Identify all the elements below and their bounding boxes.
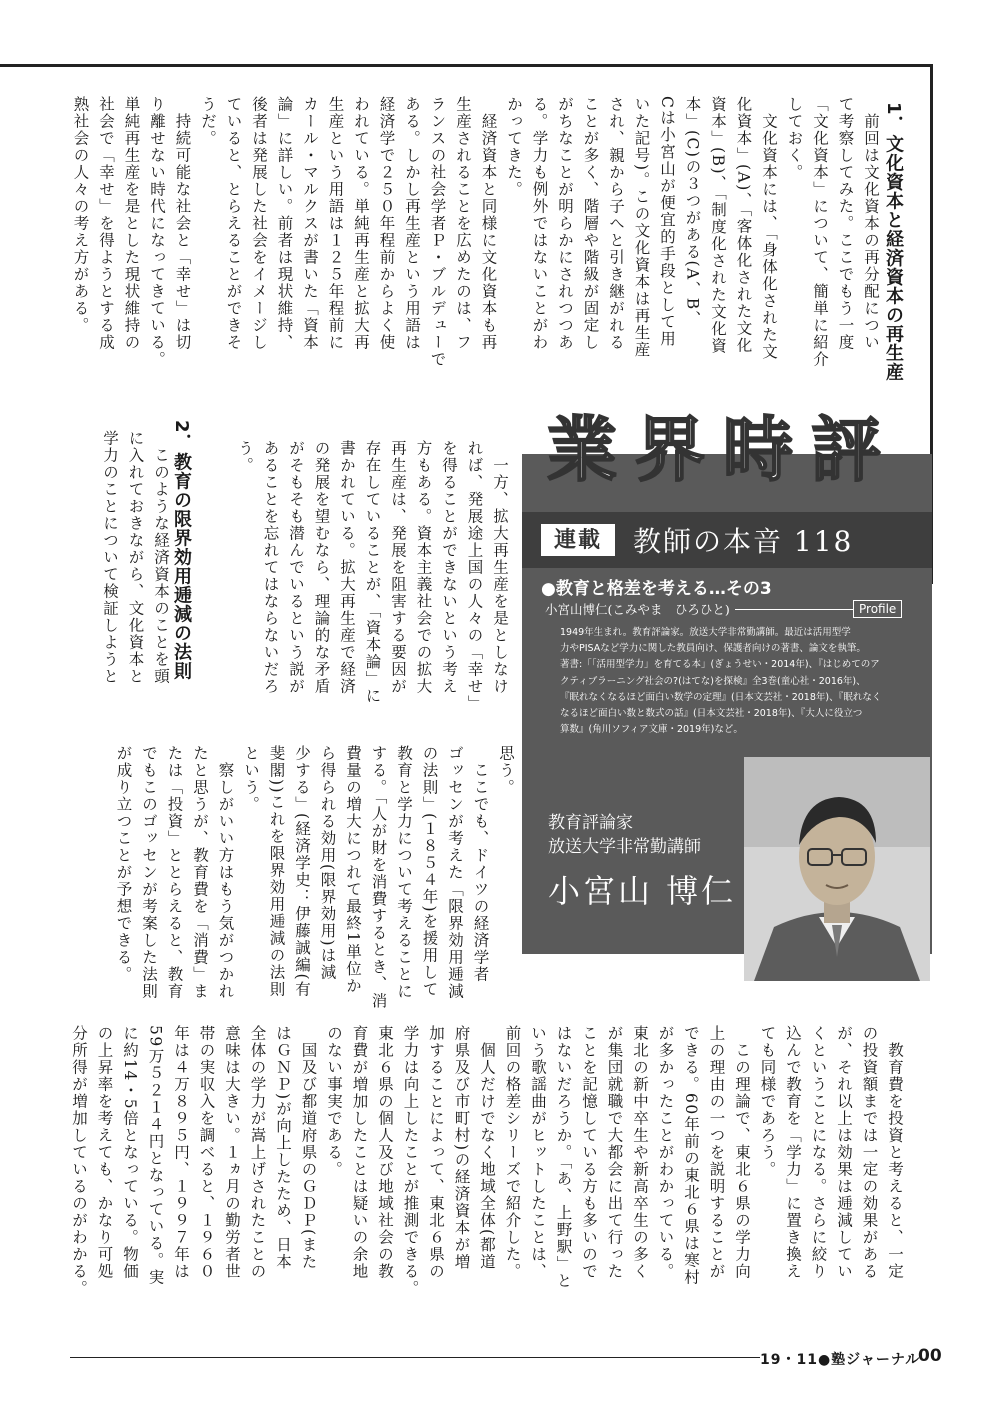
portrait-image [744, 757, 930, 981]
feature-subhead: ●教育と格差を考える…その3 [541, 579, 772, 599]
feature-title: 業界時評 [547, 408, 899, 491]
section2-heading: 2．教育の限界効用逓減の法則 [171, 420, 192, 681]
section1-heading: 1．文化資本と経済資本の再生産 [883, 102, 904, 382]
profile-line: 力やPISAなど学力に関した教員向け、保護者向けの著書、論文を執筆。 [560, 643, 866, 655]
profile-line: クティブラーニング社会の?(はてな)を探検』全3巻(童心社・2016年)、 [560, 675, 866, 687]
profile-text [560, 625, 910, 738]
series-tag: 連載 [541, 524, 615, 556]
section1-body: 前回は文化資本の再分配につい て考察してみた。ここでもう一度 「文化資本」について、簡単に紹介 しておく。 文化資本には、「身体化された文 化資本」(A)、「客体化された文化 資本」(B)、「制度化された文化資 本」(C)の３つがある(A、B、 Cは小宮山が便宜的手段として用 いた記号)。この文化資本は再生産 され、親から子へと引き継がれる ことが多く、階層や階級が固定し がちなことが明らかにされつつあ る。学力も例外ではないことがわ かってきた。 経済資本と同様に文化資本も再 生産されることを広めたのは、フ ランスの社会学者Ｐ・ブルデューで ある。しかし再生産という用語は 経済学で２５０年程前からよく使 われている。単純再生産と拡大再 生産という用語は１２５年程前に カール・マルクスが書いた「資本 論」に詳しい。前者は現状維持、 後者は発展した社会をイメージし ていると、とらえることができそ うだ。 持続可能な社会と「幸せ」は切 り離せない時代になってきている。 単純再生産を是とした現状維持の 社会で「幸せ」を得ようとする成 熟社会の人々の考え方がある。 [71, 96, 880, 368]
profile-line: 『眠れなくなるほど面白い数学の定理』(日本文芸社・2018年)、『眠れなく [560, 691, 882, 703]
profile-line: なるほど面白い数と数式の話』(日本文芸社・2018年)、『大人に役立つ [560, 708, 863, 720]
author-photo [744, 757, 930, 981]
section1-cont-body: 一方、拡大再生産を是としなけ れば、発展途上国の人々の「幸せ」 を得ることができないという考え 方もある。資本主義社会での拡大 再生産は、発展を阻害する要因が 存在していることが、「資本論」に 書かれている。拡大再生産で経済 の発展を望むなら、理論的な矛盾 がそもそも潜んでいるという説が あることを忘れてはならないだろ う。 [236, 440, 509, 712]
section2-cont-body: 思う。 ここでも、ドイツの経済学者 ゴッセンが考えた「限界効用逓減 の法則」(１８５４年)を援用して 教育と学力について考えることに する。「人が財を消費するとき、消 費量の増大につれて最終1単位か ら得られる効用(限界効用)は減 少する」(経済学史：伊藤誠編(有 斐閣))これを限界効用逓減の法則 という。 察しがいい方はもう気がつかれ たと思うが、教育費を「消費」ま たは「投資」ととらえると、教育 でもこのゴッセンが考案した法則 が成り立つことが予想できる。 [114, 745, 515, 1010]
author-byline: 小宮山博仁(こみやま ひろひと) [545, 602, 730, 617]
author-name: 小宮山 博仁 [548, 872, 737, 910]
footer-issue: 19・11●塾ジャーナル [760, 1352, 921, 1368]
profile-line: 1949年生まれ。教育評論家。放送大学非常勤講師。最近は活用型学 [560, 627, 851, 638]
section3-body: 教育費を投資と考えると、一定 の投資額までは一定の効果がある が、それ以上は効果は逓減してい くということになる。さらに絞り 込んで教育を「学力」に置き換え ても同様であろう。 この理論で、東北６県の学力向 上の理由の一つを説明することが できる。60年前の東北６県は寒村 が多かったことがわかっている。 東北の新中卒生や新高卒生の多く が集団就職で大都会に出て行った ことを記憶している方も多いので はないだろうか。「あ、上野駅」と いう歌謡曲がヒットしたことは、 前回の格差シリーズで紹介した。 個人だけでなく地域全体(都道 府県及び市町村)の経済資本が増 加することによって、東北６県の 学力は向上したことが推測できる。 東北６県の個人及び地域社会の教 育費が増加したことは疑いの余地 のない事実である。 国及び都道府県のＧＤＰ(また はＧＮＰ)が向上したため、日本 全体の学力が嵩上げされたことの 意味は大きい。１ヵ月の勤労者世 帯の実収入を調べると、１９６０ 年は４万８９５円、１９９７年は 59万５２１４円となっている。実 に約14・5倍となっている。物価 の上昇率を考えても、かなり可処 分所得が増加しているのがわかる。 [70, 1025, 904, 1297]
profile-label: Profile [853, 600, 902, 618]
page-number: 00 [918, 1346, 942, 1366]
series-title: 教師の本音 118 [633, 525, 854, 558]
profile-line: 著書:「「活用型学力」を育てる本」(ぎょうせい・2014年)、『はじめてのア [560, 659, 880, 671]
footer-rule [70, 1357, 760, 1358]
top-rule [0, 64, 932, 67]
profile-line: 算数』(角川ソフィア文庫・2019年)など。 [560, 724, 743, 736]
section2-body: このような経済資本のことを頭 に入れておきながら、文化資本と 学力のことについて検証しようと [101, 430, 170, 685]
author-role-2: 放送大学非常勤講師 [548, 837, 701, 857]
author-role-1: 教育評論家 [548, 813, 633, 833]
byline-rule [735, 609, 853, 610]
